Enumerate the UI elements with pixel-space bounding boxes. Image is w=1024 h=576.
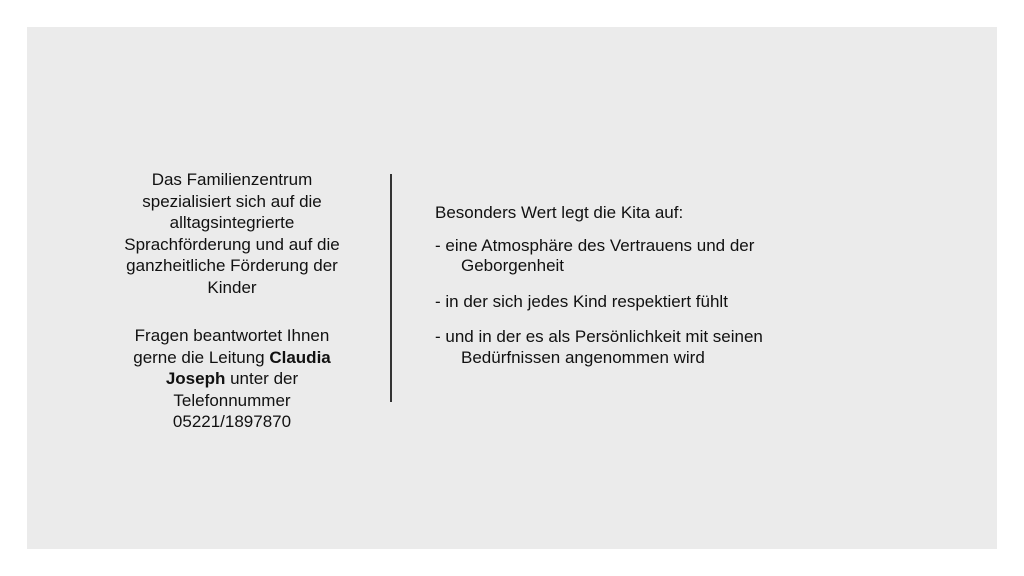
contact-intro: Fragen beantwortet Ihnen gerne die Leitung <box>133 326 330 367</box>
focus-heading: Besonders Wert legt die Kita auf: <box>435 203 684 222</box>
phone-number: 05221/1897870 <box>172 412 292 431</box>
right-column <box>435 203 855 383</box>
list-item: - eine Atmosphäre des Vertrauens und der Geborgenheit <box>435 235 755 275</box>
focus-list <box>435 236 855 369</box>
list-item: - und in der es als Persönlichkeit mit seinen Bedürfnissen angenommen wird <box>435 327 763 367</box>
contact-paragraph <box>112 325 352 433</box>
vertical-divider <box>390 174 392 402</box>
contact-name: Claudia Joseph <box>165 347 331 388</box>
description-text: Das Familienzentrum spezialisiert sich auf die alltagsintegrierte Sprachförderung und auf die ganzheitliche Förderung der Kinder <box>124 170 340 297</box>
slide <box>27 27 997 549</box>
list-item: - in der sich jedes Kind respektiert fühlt <box>435 291 728 311</box>
left-column <box>112 169 352 433</box>
contact-suffix: unter der Telefonnummer <box>173 369 299 410</box>
